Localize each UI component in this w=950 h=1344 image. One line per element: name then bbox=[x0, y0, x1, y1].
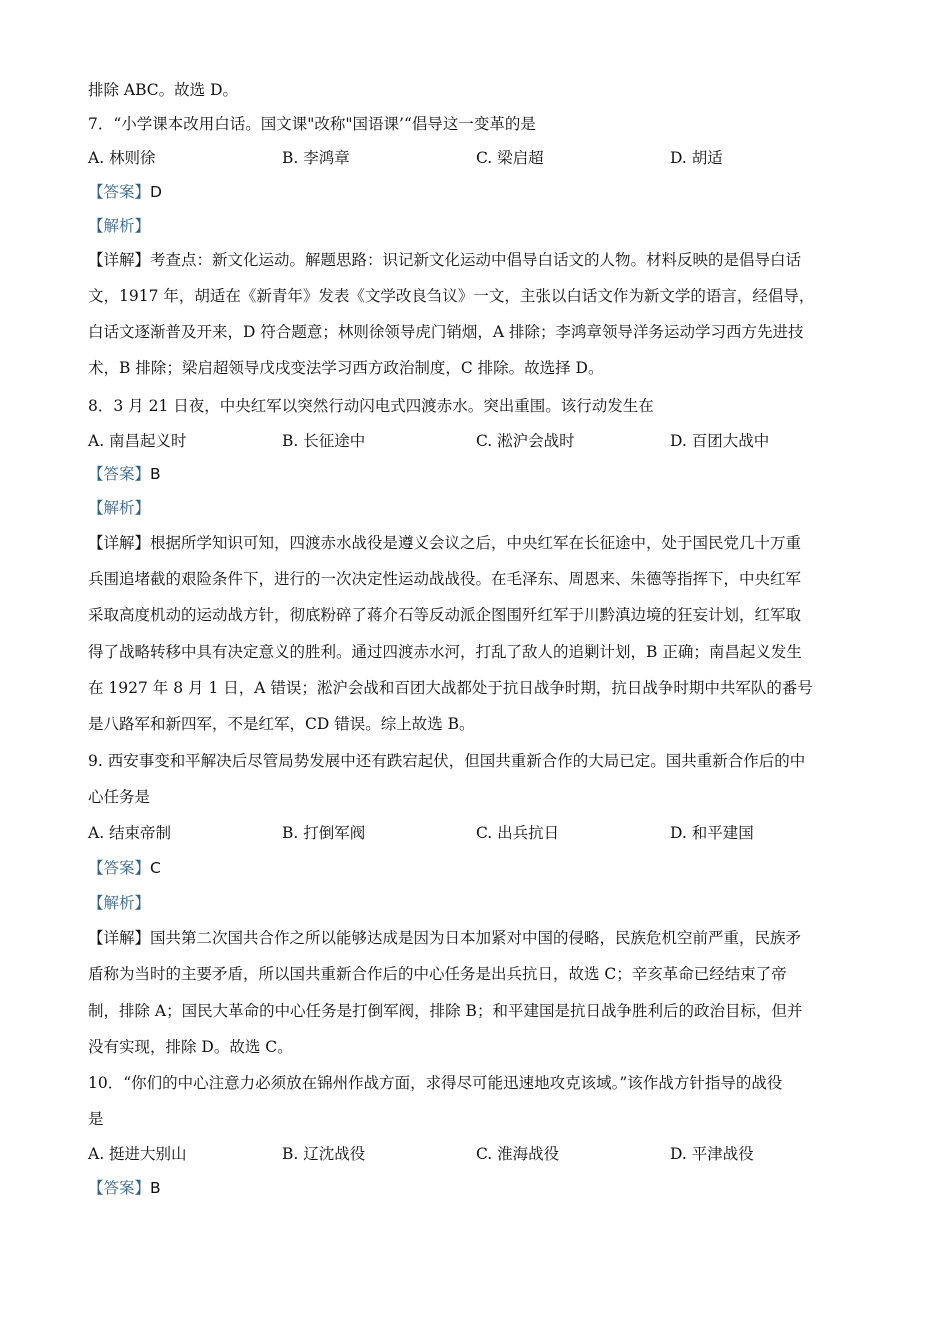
analysis-tag: 【解析】 bbox=[88, 894, 151, 912]
answer-tag: 【答案】 bbox=[88, 465, 151, 483]
q7-options bbox=[88, 148, 868, 168]
q7-detail-line: 白话文逐渐普及开来，D 符合题意；林则徐领导虎门销烟，A 排除；李鸿章领导洋务运动学习西方先进技 bbox=[88, 323, 804, 341]
q8-detail-line: 兵围追堵截的艰险条件下，进行的一次决定性运动战战役。在毛泽东、周恩来、朱德等指挥下，中央红军 bbox=[88, 570, 802, 588]
q8-detail-line: 是八路军和新四军，不是红军，CD 错误。综上故选 B。 bbox=[88, 715, 475, 733]
q9-detail-line: 制，排除 A；国民大革命的中心任务是打倒军阀，排除 B；和平建国是抗日战争胜利后的政治目标，但并 bbox=[88, 1002, 803, 1020]
q8-stem: 8．3 月 21 日夜，中央红军以突然行动闪电式四渡赤水。突出重围。该行动发生在 bbox=[88, 397, 654, 415]
q8-detail-line: 在 1927 年 8 月 1 日，A 错误；淞沪会战和百团大战都处于抗日战争时期，抗日战争时期中共军队的番号 bbox=[88, 679, 813, 697]
q9-detail-line: 没有实现，排除 D。故选 C。 bbox=[88, 1038, 293, 1056]
q8-answer bbox=[88, 464, 868, 484]
q10-answer-value: B bbox=[150, 1179, 161, 1197]
q10-option-d: D. 平津战役 bbox=[670, 1145, 754, 1163]
detail-tag: 【详解】 bbox=[88, 251, 151, 269]
q7-option-b: B. 李鸿章 bbox=[282, 149, 350, 167]
q8-detail-line: 采取高度机动的运动战方针，彻底粉碎了蒋介石等反动派企图围歼红军于川黔滇边境的狂妄计划，红军取 bbox=[88, 606, 802, 624]
q7-option-a: A. 林则徐 bbox=[88, 149, 156, 167]
previous-answer-tail: 排除 ABC。故选 D。 bbox=[88, 81, 239, 99]
q9-option-c: C. 出兵抗日 bbox=[476, 824, 560, 842]
q10-stem: 10．“你们的中心注意力必须放在锦州作战方面，求得尽可能迅速地攻克该域。”该作战方针指导的战役 bbox=[88, 1074, 783, 1092]
q9-option-a: A. 结束帝制 bbox=[88, 824, 172, 842]
q10-stem: 是 bbox=[88, 1110, 104, 1128]
q10-option-a: A. 挺进大别山 bbox=[88, 1145, 187, 1163]
q10-answer bbox=[88, 1178, 868, 1198]
q9-options bbox=[88, 823, 868, 843]
q9-option-b: B. 打倒军阀 bbox=[282, 824, 366, 842]
q8-answer-value: B bbox=[150, 465, 161, 483]
q10-option-c: C. 淮海战役 bbox=[476, 1145, 560, 1163]
q10-options bbox=[88, 1144, 868, 1164]
q8-detail-line: 【详解】根据所学知识可知，四渡赤水战役是遵义会议之后，中央红军在长征途中，处于国民党几十万重 bbox=[88, 534, 802, 552]
q8-option-b: B. 长征途中 bbox=[282, 432, 366, 450]
q8-option-c: C. 淞沪会战时 bbox=[476, 432, 575, 450]
q7-answer-value: D bbox=[150, 183, 162, 201]
detail-tag: 【详解】 bbox=[88, 929, 151, 947]
q9-answer bbox=[88, 858, 868, 878]
answer-tag: 【答案】 bbox=[88, 1179, 151, 1197]
q7-detail-line: 文，1917 年，胡适在《新青年》发表《文学改良刍议》一文，主张以白话文作为新文学的语言，经倡导， bbox=[88, 287, 815, 305]
q7-option-c: C. 梁启超 bbox=[476, 149, 544, 167]
q8-options bbox=[88, 431, 868, 451]
detail-tag: 【详解】 bbox=[88, 534, 151, 552]
q7-detail-line: 术，B 排除；梁启超领导戊戌变法学习西方政治制度，C 排除。故选择 D。 bbox=[88, 359, 604, 377]
q8-option-a: A. 南昌起义时 bbox=[88, 432, 187, 450]
analysis-tag: 【解析】 bbox=[88, 217, 151, 235]
answer-tag: 【答案】 bbox=[88, 859, 151, 877]
q7-detail-line: 【详解】考查点：新文化运动。解题思路：识记新文化运动中倡导白话文的人物。材料反映的是倡导白话 bbox=[88, 251, 802, 269]
answer-tag: 【答案】 bbox=[88, 183, 151, 201]
q7-answer bbox=[88, 182, 868, 202]
q9-option-d: D. 和平建国 bbox=[670, 824, 754, 842]
q8-option-d: D. 百团大战中 bbox=[670, 432, 770, 450]
q7-option-d: D. 胡适 bbox=[670, 149, 723, 167]
q9-detail-line: 盾称为当时的主要矛盾，所以国共重新合作后的中心任务是出兵抗日，故选 C；辛亥革命已经结束了帝 bbox=[88, 965, 787, 983]
q10-option-b: B. 辽沈战役 bbox=[282, 1145, 366, 1163]
q9-analysis bbox=[88, 893, 868, 913]
q7-stem: 7．“小学课本改用白话。国文课"改称"国语课’“倡导这一变革的是 bbox=[88, 115, 536, 133]
q9-stem: 心任务是 bbox=[88, 788, 151, 806]
q7-analysis bbox=[88, 216, 868, 236]
q9-answer-value: C bbox=[150, 859, 161, 877]
q9-stem: 9. 西安事变和平解决后尽管局势发展中还有跌宕起伏，但国共重新合作的大局已定。国共重新合作后的中 bbox=[88, 752, 806, 770]
q8-analysis bbox=[88, 498, 868, 518]
analysis-tag: 【解析】 bbox=[88, 499, 151, 517]
q8-detail-line: 得了战略转移中具有决定意义的胜利。通过四渡赤水河，打乱了敌人的追剿计划，B 正确；南昌起义发生 bbox=[88, 643, 802, 661]
q9-detail-line: 【详解】国共第二次国共合作之所以能够达成是因为日本加紧对中国的侵略，民族危机空前严重，民族矛 bbox=[88, 929, 802, 947]
